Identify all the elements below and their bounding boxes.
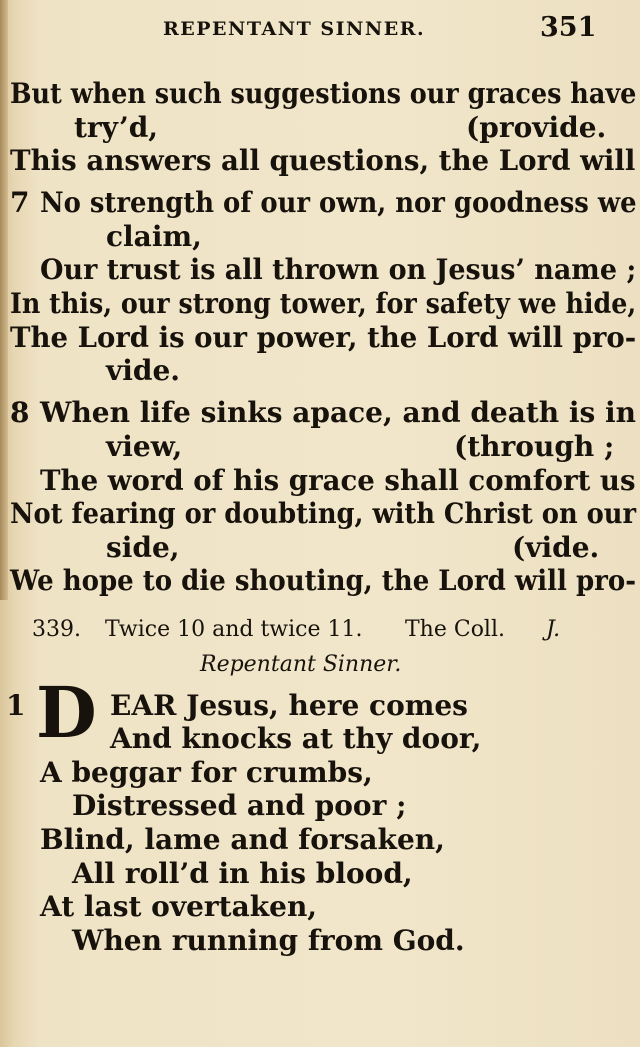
verse-line: A beggar for crumbs,	[40, 756, 373, 789]
running-title: REPENTANT SINNER.	[163, 18, 426, 40]
verse-line: But when such suggestions our graces have	[10, 77, 637, 110]
verse-line: The word of his grace shall comfort us	[40, 464, 636, 497]
verse-line: No strength of our own, nor goodness we	[40, 186, 637, 219]
verse-line: When running from God.	[72, 924, 465, 957]
verse-line: try’d,	[74, 111, 159, 144]
verse-line: In this, our strong tower, for safety we hide,	[10, 287, 637, 320]
verse-line-overflow: (through ;	[454, 430, 615, 463]
verse-number: 1	[6, 689, 26, 722]
page-gutter	[0, 0, 8, 600]
verse-line: This answers all questions, the Lord will	[10, 144, 636, 177]
hymn-title: Repentant Sinner.	[200, 652, 402, 677]
verse-line: claim,	[106, 220, 202, 253]
verse-line: Not fearing or doubting, with Christ on our	[10, 497, 637, 530]
verse-line: EAR Jesus, here comes	[110, 689, 468, 722]
verse-line: We hope to die shouting, the Lord will pro-	[10, 564, 637, 597]
verse-number: 8	[10, 396, 30, 429]
verse-line-overflow: (vide.	[512, 531, 600, 564]
verse-number: 7	[10, 186, 30, 219]
verse-line: vide.	[106, 354, 181, 387]
verse-line-overflow: (provide.	[466, 111, 607, 144]
hymn-meter: Twice 10 and twice 11.	[105, 617, 363, 642]
verse-line: Distressed and poor ;	[72, 789, 407, 822]
page-number: 351	[540, 12, 597, 43]
verse-line: Our trust is all thrown on Jesus’ name ;	[40, 253, 637, 286]
hymn-number: 339.	[32, 617, 81, 642]
verse-line: And knocks at thy door,	[110, 722, 482, 755]
drop-cap: D	[36, 671, 97, 754]
verse-line: All roll’d in his blood,	[72, 857, 413, 890]
verse-line: The Lord is our power, the Lord will pro-	[10, 321, 637, 354]
hymn-author: J.	[546, 617, 561, 642]
verse-line: When life sinks apace, and death is in	[40, 396, 637, 429]
verse-line: At last overtaken,	[40, 890, 318, 923]
hymn-tune: The Coll.	[405, 617, 505, 642]
verse-line: view,	[106, 430, 183, 463]
verse-line: side,	[106, 531, 180, 564]
verse-line: Blind, lame and forsaken,	[40, 823, 445, 856]
